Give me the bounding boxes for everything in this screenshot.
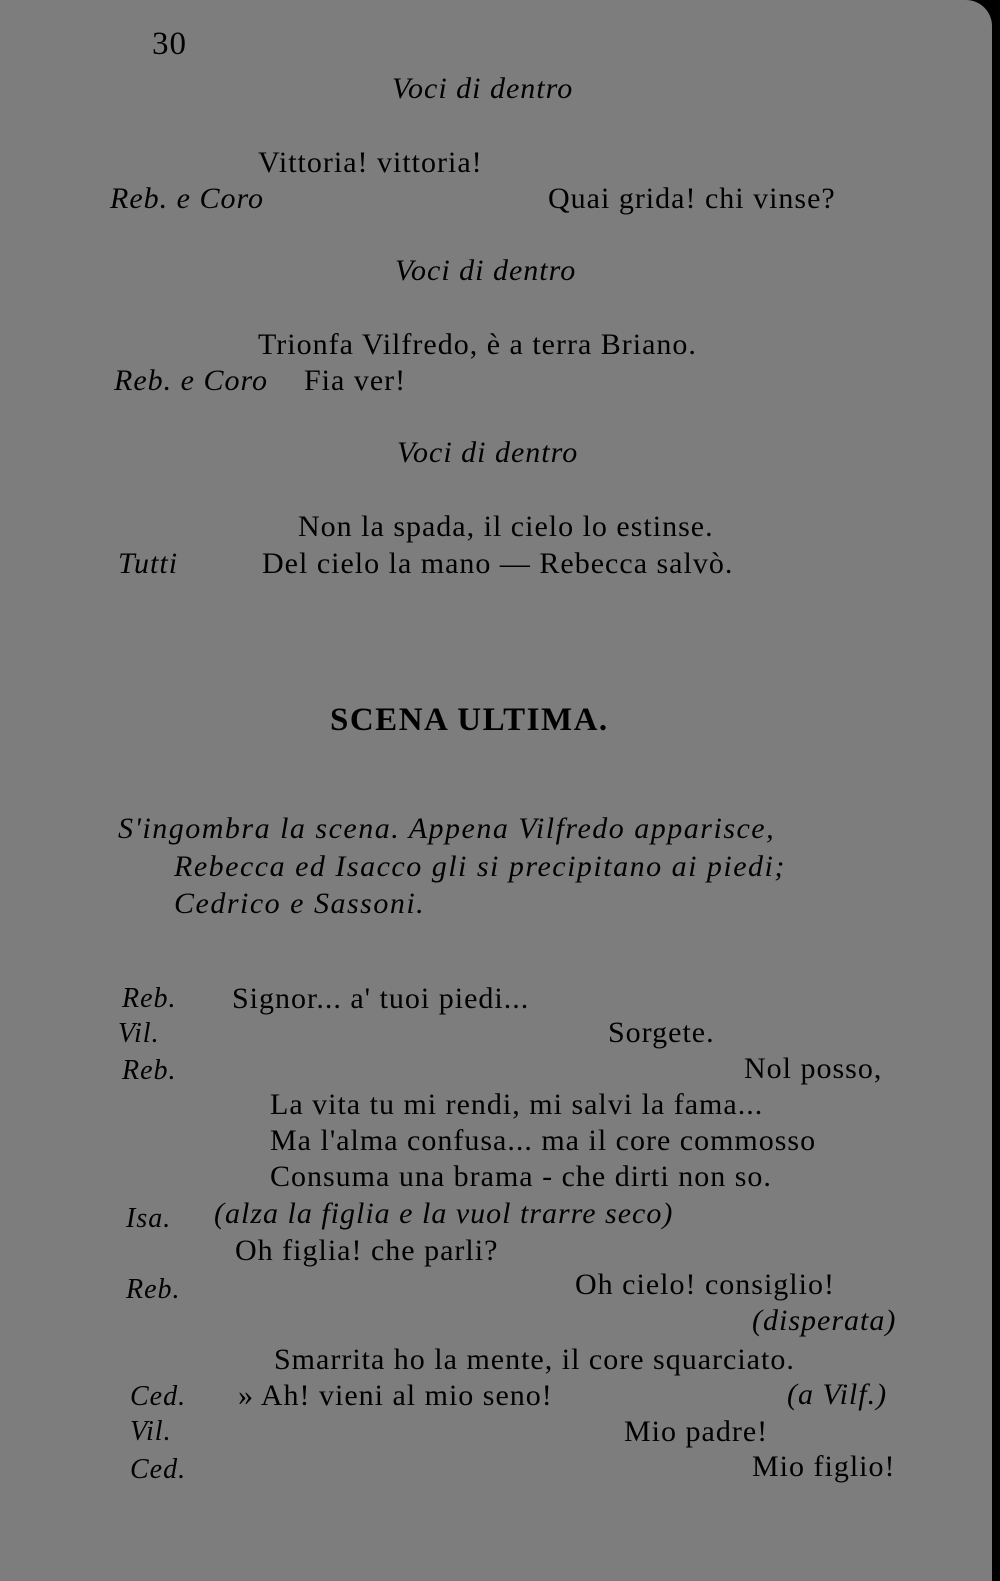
verse-line: » Ah! vieni al mio seno! [238,1379,553,1412]
speaker-label: Reb. [122,983,177,1014]
speaker-label: Vil. [130,1416,172,1447]
speaker-label: Reb. e Coro [114,364,269,397]
verse-line: Sorgete. [608,1016,715,1049]
stage-voices-heading: Voci di dentro [395,254,577,287]
stage-direction: Cedrico e Sassoni. [174,887,426,920]
verse-line: Del cielo la mano — Rebecca salvò. [262,547,734,580]
verse-line: Nol posso, [744,1052,883,1085]
verse-line: Mio padre! [624,1415,769,1448]
speaker-label: Ced. [130,1381,187,1412]
speaker-label: Reb. e Coro [110,182,265,215]
verse-line: Oh cielo! consiglio! [575,1268,835,1301]
verse-line: Smarrita ho la mente, il core squarciato. [274,1343,795,1376]
speaker-label: Ced. [130,1454,187,1485]
verse-line: Mio figlio! [752,1450,896,1483]
verse-line: Signor... a' tuoi piedi... [232,982,530,1015]
stage-direction: Rebecca ed Isacco gli si precipitano ai piedi; [174,850,786,883]
verse-line: Oh figlia! che parli? [235,1234,499,1267]
stage-voices-heading: Voci di dentro [392,72,574,105]
verse-line: Quai grida! chi vinse? [548,182,836,215]
speaker-label: Reb. [126,1274,181,1305]
stage-direction: (disperata) [752,1304,897,1337]
stage-voices-heading: Voci di dentro [397,436,579,469]
scene-title: SCENA ULTIMA. [330,702,609,738]
speaker-label: Tutti [118,547,179,580]
verse-line: Fia ver! [304,364,407,397]
speaker-label: Vil. [118,1018,160,1049]
page-number: 30 [152,26,187,62]
verse-line: Non la spada, il cielo lo estinse. [298,510,714,543]
speaker-label: Reb. [122,1055,177,1086]
stage-direction: S'ingombra la scena. Appena Vilfredo apparisce, [118,812,776,845]
verse-line: Ma l'alma confusa... ma il core commosso [270,1124,817,1157]
verse-line: Trionfa Vilfredo, è a terra Briano. [258,328,697,361]
speaker-label: Isa. [126,1203,172,1234]
stage-direction: (alza la figlia e la vuol trarre seco) [214,1197,674,1230]
verse-line: Consuma una brama - che dirti non so. [270,1160,772,1193]
verse-line: La vita tu mi rendi, mi salvi la fama... [270,1088,764,1121]
verse-line: Vittoria! vittoria! [258,146,483,179]
stage-direction: (a Vilf.) [787,1378,888,1411]
